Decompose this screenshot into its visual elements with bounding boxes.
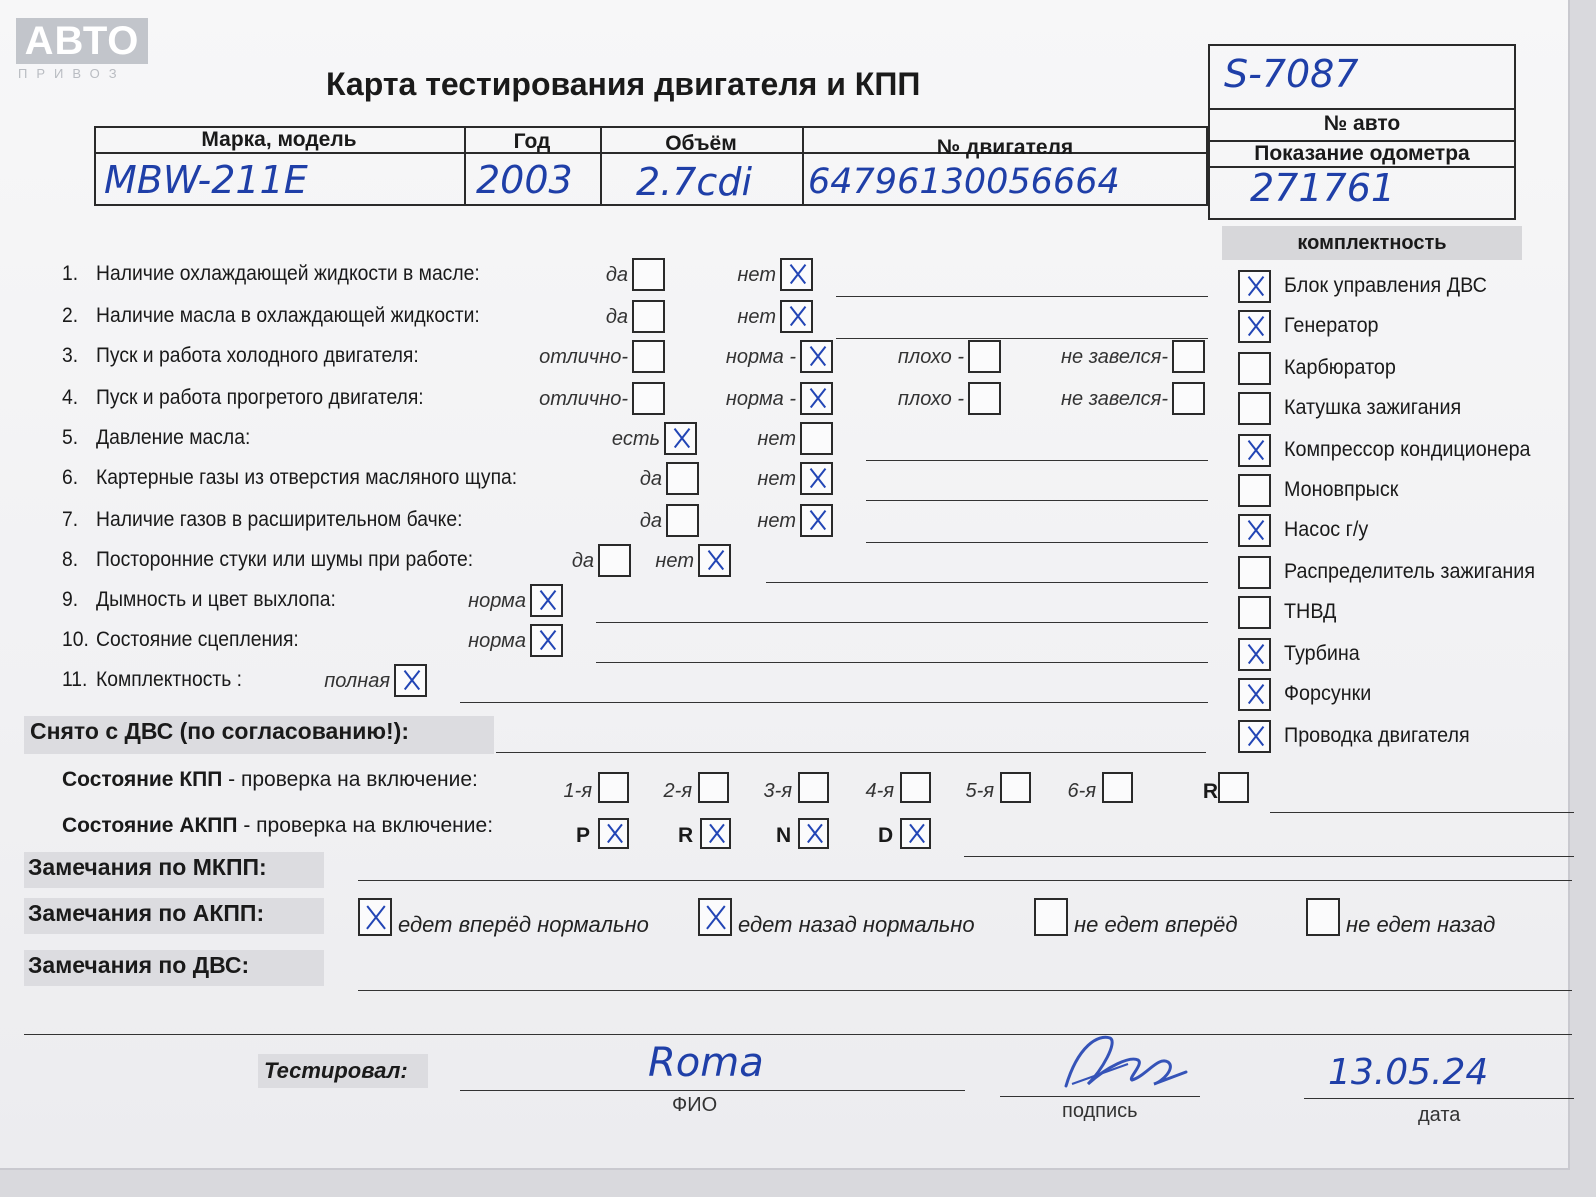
completeness-checkbox[interactable]	[1238, 352, 1271, 385]
question-number: 7.	[62, 508, 79, 531]
mkpp-remarks-label: Замечания по МКПП:	[28, 854, 267, 880]
question-text: Посторонние стуки или шумы при работе:	[96, 548, 474, 571]
answer-checkbox[interactable]	[530, 624, 563, 657]
completeness-checkbox[interactable]	[1238, 270, 1271, 303]
completeness-header: комплектность	[1222, 226, 1522, 260]
signature-image	[1058, 1026, 1198, 1100]
answer-checkbox[interactable]	[666, 504, 699, 537]
answer-checkbox[interactable]	[698, 544, 731, 577]
name-caption: ФИО	[672, 1094, 718, 1116]
akpp-gear-label: D	[878, 824, 894, 847]
question-number: 1.	[62, 262, 79, 285]
akpp-gear-checkbox[interactable]	[900, 818, 931, 849]
answer-checkbox[interactable]	[780, 258, 813, 291]
akpp-remark-label: едет назад нормально	[738, 912, 975, 937]
question-text: Пуск и работа холодного двигателя:	[96, 344, 419, 367]
akpp-remark-checkbox[interactable]	[698, 898, 732, 936]
akpp-label: Состояние АКПП - проверка на включение:	[62, 814, 494, 837]
akpp-remark-checkbox[interactable]	[1306, 898, 1340, 936]
answer-checkbox[interactable]	[800, 422, 833, 455]
engine-label: № двигателя	[936, 136, 1074, 159]
question-number: 8.	[62, 548, 79, 571]
completeness-item-label: Генератор	[1284, 314, 1379, 337]
date-caption: дата	[1418, 1104, 1461, 1126]
option-label: плохо -	[897, 346, 964, 368]
completeness-item-label: Моновпрыск	[1284, 478, 1399, 501]
akpp-remark-checkbox[interactable]	[1034, 898, 1068, 936]
kpp-gear-checkbox[interactable]	[1102, 772, 1133, 803]
answer-checkbox[interactable]	[780, 300, 813, 333]
question-number: 10.	[62, 628, 89, 651]
akpp-gear-checkbox[interactable]	[798, 818, 829, 849]
answer-checkbox[interactable]	[530, 584, 563, 617]
completeness-checkbox[interactable]	[1238, 556, 1271, 589]
kpp-label: Состояние КПП - проверка на включение:	[62, 768, 478, 791]
completeness-item-label: Турбина	[1284, 642, 1360, 665]
completeness-item-label: Распределитель зажигания	[1284, 560, 1536, 583]
answer-checkbox[interactable]	[394, 664, 427, 697]
answer-checkbox[interactable]	[632, 340, 665, 373]
akpp-remark-label: не едет назад	[1346, 912, 1496, 937]
year-value: 2003	[476, 158, 573, 202]
answer-checkbox[interactable]	[664, 422, 697, 455]
volume-value: 2.7cdi	[636, 160, 753, 204]
option-label: плохо -	[897, 388, 964, 410]
dvs-remarks-label: Замечания по ДВС:	[28, 952, 250, 978]
kpp-gear-checkbox[interactable]	[698, 772, 729, 803]
removed-label: Снято с ДВС (по согласованию!):	[30, 718, 409, 744]
answer-checkbox[interactable]	[1172, 382, 1205, 415]
kpp-gear-label: 5-я	[965, 780, 994, 802]
question-text: Наличие масла в охлаждающей жидкости:	[96, 304, 480, 327]
completeness-item-label: Блок управления ДВС	[1284, 274, 1487, 297]
option-label: да	[639, 510, 662, 532]
kpp-gear-label: 1-я	[563, 780, 592, 802]
question-text: Давление масла:	[96, 426, 251, 449]
year-label: Год	[513, 130, 551, 153]
akpp-gear-label: N	[776, 824, 792, 847]
kpp-gear-label: 4-я	[865, 780, 894, 802]
completeness-checkbox[interactable]	[1238, 310, 1271, 343]
akpp-gear-label: P	[576, 824, 591, 847]
option-label: нет	[655, 550, 694, 572]
question-text: Наличие газов в расширительном бачке:	[96, 508, 463, 531]
kpp-gear-checkbox[interactable]	[598, 772, 629, 803]
question-text: Дымность и цвет выхлопа:	[96, 588, 336, 611]
question-text: Пуск и работа прогретого двигателя:	[96, 386, 424, 409]
akpp-remarks-label: Замечания по АКПП:	[28, 900, 265, 926]
question-number: 4.	[62, 386, 79, 409]
answer-checkbox[interactable]	[632, 300, 665, 333]
akpp-remark-label: едет вперёд нормально	[398, 912, 649, 937]
option-label: есть	[611, 428, 660, 450]
logo-subtitle: ПРИВОЗ	[18, 66, 126, 81]
option-label: нет	[737, 264, 776, 286]
akpp-remark-label: не едет вперёд	[1074, 912, 1238, 937]
answer-checkbox[interactable]	[800, 382, 833, 415]
answer-checkbox[interactable]	[1172, 340, 1205, 373]
car-number-value: S-7087	[1224, 52, 1359, 96]
kpp-gear-label: 6-я	[1067, 780, 1096, 802]
completeness-item-label: Компрессор кондиционера	[1284, 438, 1531, 461]
answer-checkbox[interactable]	[800, 340, 833, 373]
completeness-checkbox[interactable]	[1238, 720, 1271, 753]
answer-checkbox[interactable]	[800, 504, 833, 537]
kpp-gear-checkbox[interactable]	[1000, 772, 1031, 803]
volume-label: Объём	[665, 132, 737, 155]
question-text: Картерные газы из отверстия масляного щупа:	[96, 466, 518, 489]
signature-caption: подпись	[1062, 1100, 1138, 1122]
question-number: 6.	[62, 466, 79, 489]
question-number: 2.	[62, 304, 79, 327]
option-label: не завелся-	[1061, 346, 1168, 368]
completeness-item-label: Проводка двигателя	[1284, 724, 1470, 747]
question-text: Наличие охлаждающей жидкости в масле:	[96, 262, 480, 285]
option-label: норма	[468, 630, 526, 652]
completeness-checkbox[interactable]	[1238, 596, 1271, 629]
car-number-label: № авто	[1323, 112, 1401, 135]
question-text: Комплектность :	[96, 668, 243, 691]
completeness-item-label: Карбюратор	[1284, 356, 1396, 379]
question-number: 11.	[62, 668, 88, 691]
answer-checkbox[interactable]	[632, 382, 665, 415]
date-value: 13.05.24	[1328, 1052, 1489, 1093]
akpp-gear-label: R	[678, 824, 694, 847]
option-label: норма	[468, 590, 526, 612]
question-number: 9.	[62, 588, 79, 611]
completeness-checkbox[interactable]	[1238, 392, 1271, 425]
option-label: нет	[757, 510, 796, 532]
option-label: да	[571, 550, 594, 572]
avto-logo: АВТО	[16, 18, 148, 64]
answer-checkbox[interactable]	[598, 544, 631, 577]
kpp-gear-checkbox[interactable]	[798, 772, 829, 803]
brand-label: Марка, модель	[201, 128, 357, 151]
brand-value: MBW-211E	[104, 158, 308, 202]
option-label: отлично-	[539, 346, 628, 368]
completeness-item-label: ТНВД	[1284, 600, 1337, 623]
answer-checkbox[interactable]	[632, 258, 665, 291]
option-label: нет	[737, 306, 776, 328]
option-label: полная	[324, 670, 390, 692]
option-label: норма -	[725, 346, 796, 368]
odometer-label: Показание одометра	[1254, 142, 1470, 165]
completeness-checkbox[interactable]	[1238, 514, 1271, 547]
completeness-item-label: Насос г/у	[1284, 518, 1369, 541]
akpp-remark-checkbox[interactable]	[358, 898, 392, 936]
kpp-gear-label: 2-я	[663, 780, 692, 802]
completeness-checkbox[interactable]	[1238, 474, 1271, 507]
engine-value: 64796130056664	[808, 162, 1120, 202]
akpp-gear-checkbox[interactable]	[598, 818, 629, 849]
option-label: нет	[757, 468, 796, 490]
completeness-checkbox[interactable]	[1238, 434, 1271, 467]
question-number: 5.	[62, 426, 79, 449]
answer-checkbox[interactable]	[666, 462, 699, 495]
kpp-gear-checkbox[interactable]	[1218, 772, 1249, 803]
page-title: Карта тестирования двигателя и КПП	[326, 66, 921, 102]
option-label: норма -	[725, 388, 796, 410]
completeness-item-label: Катушка зажигания	[1284, 396, 1462, 419]
tested-label: Тестировал:	[264, 1058, 408, 1083]
kpp-gear-label: R	[1202, 780, 1218, 803]
tester-name-value: Roma	[648, 1040, 764, 1086]
completeness-checkbox[interactable]	[1238, 678, 1271, 711]
option-label: нет	[757, 428, 796, 450]
odometer-value: 271761	[1250, 166, 1396, 210]
akpp-gear-checkbox[interactable]	[700, 818, 731, 849]
kpp-gear-checkbox[interactable]	[900, 772, 931, 803]
option-label: да	[605, 306, 628, 328]
question-number: 3.	[62, 344, 79, 367]
question-text: Состояние сцепления:	[96, 628, 299, 651]
answer-checkbox[interactable]	[968, 382, 1001, 415]
answer-checkbox[interactable]	[968, 340, 1001, 373]
option-label: да	[605, 264, 628, 286]
option-label: да	[639, 468, 662, 490]
completeness-checkbox[interactable]	[1238, 638, 1271, 671]
completeness-item-label: Форсунки	[1284, 682, 1372, 705]
answer-checkbox[interactable]	[800, 462, 833, 495]
kpp-gear-label: 3-я	[763, 780, 792, 802]
option-label: отлично-	[539, 388, 628, 410]
option-label: не завелся-	[1061, 388, 1168, 410]
